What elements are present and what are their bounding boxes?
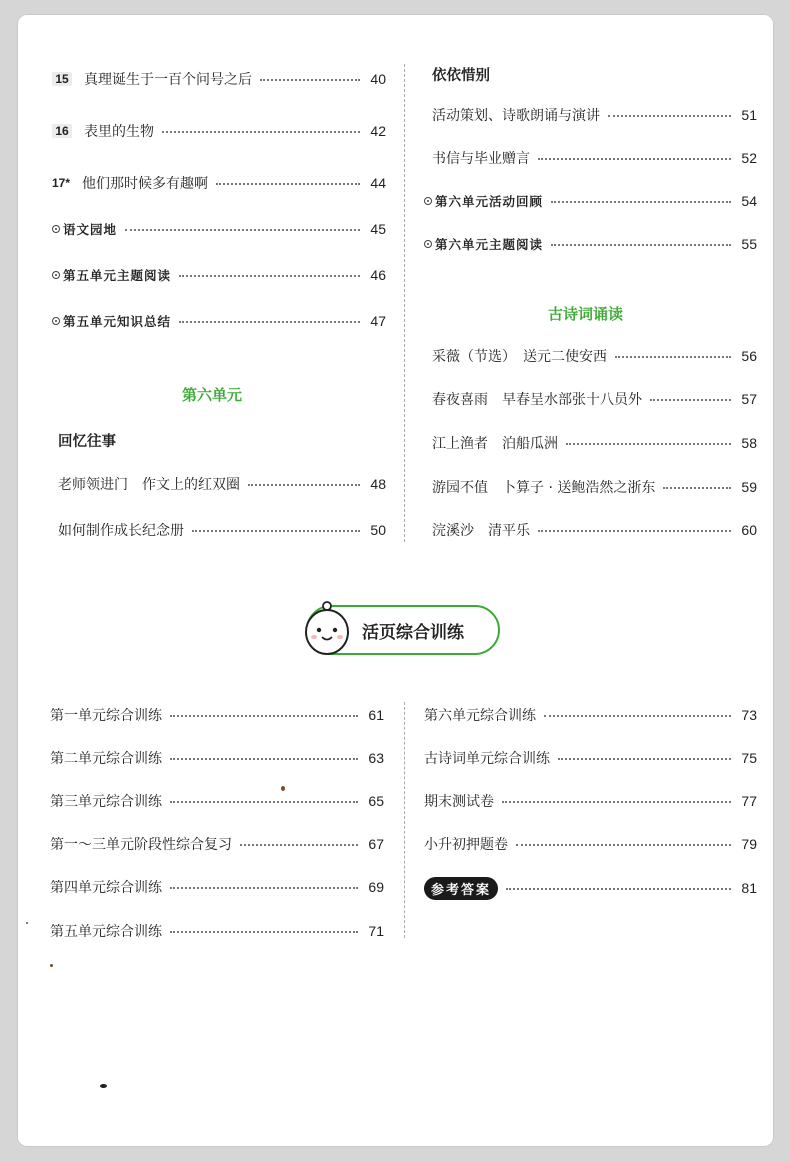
page-number: 40 — [370, 71, 386, 87]
page-number: 46 — [370, 267, 386, 283]
toc-row[interactable] — [50, 746, 384, 770]
page-number: 42 — [370, 123, 386, 139]
unit6-heading: 第六单元 — [182, 386, 243, 404]
page-number: 81 — [741, 880, 757, 896]
toc-title: 第一单元综合训练 — [50, 708, 162, 724]
page-number: 79 — [741, 836, 757, 852]
page-number: 69 — [368, 879, 384, 895]
leader-dots — [538, 530, 731, 532]
leader-dots — [551, 201, 731, 203]
speck — [50, 964, 53, 967]
page-number: 77 — [741, 793, 757, 809]
speck — [281, 786, 285, 791]
toc-title: 表里的生物 — [84, 124, 154, 140]
toc-row[interactable] — [432, 475, 757, 499]
leader-dots — [179, 321, 360, 323]
page-number: 48 — [370, 476, 386, 492]
toc-title: 活动策划、诗歌朗诵与演讲 — [432, 108, 600, 124]
page-number: 71 — [368, 923, 384, 939]
target-bullet-icon — [424, 240, 432, 248]
toc-row[interactable] — [424, 189, 757, 213]
toc-row[interactable] — [50, 875, 384, 899]
page-number: 59 — [741, 479, 757, 495]
toc-title: 采薇（节选） 送元二使安西 — [432, 349, 607, 365]
toc-title: 第六单元活动回顾 — [435, 194, 544, 209]
toc-row[interactable] — [50, 832, 384, 856]
toc-row[interactable] — [50, 789, 384, 813]
column-divider — [404, 64, 405, 542]
page-number: 58 — [741, 435, 757, 451]
leader-dots — [125, 229, 360, 231]
leader-dots — [170, 715, 358, 717]
toc-title: 小升初押题卷 — [424, 837, 508, 853]
toc-row[interactable] — [432, 431, 757, 455]
page-number: 75 — [741, 750, 757, 766]
page-number: 45 — [370, 221, 386, 237]
leader-dots — [516, 844, 731, 846]
toc-row[interactable] — [52, 309, 386, 333]
leader-dots — [650, 399, 731, 401]
page-number: 60 — [741, 522, 757, 538]
lesson-number: 16 — [52, 124, 72, 138]
lesson-number: 15 — [52, 72, 72, 86]
page-number: 57 — [741, 391, 757, 407]
page-number: 65 — [368, 793, 384, 809]
right-subheading: 依依惜别 — [432, 68, 490, 84]
toc-title: 第四单元综合训练 — [50, 880, 162, 896]
toc-title: 第五单元主题阅读 — [63, 268, 172, 283]
toc-row[interactable] — [432, 344, 757, 368]
speck — [26, 922, 28, 924]
toc-title: 他们那时候多有趣啊 — [82, 176, 209, 192]
page-number: 73 — [741, 707, 757, 723]
target-bullet-icon — [424, 197, 432, 205]
toc-row[interactable] — [432, 387, 757, 411]
leader-dots — [162, 131, 360, 133]
toc-row[interactable] — [424, 703, 757, 727]
leader-dots — [551, 244, 731, 246]
toc-title: 书信与毕业赠言 — [432, 151, 530, 167]
toc-row[interactable] — [432, 518, 757, 542]
banner-title: 活页综合训练 — [362, 622, 464, 643]
leader-dots — [170, 758, 358, 760]
toc-title: 浣溪沙 清平乐 — [432, 523, 530, 539]
toc-row[interactable] — [432, 103, 757, 127]
target-bullet-icon — [52, 271, 60, 279]
toc-title: 古诗词单元综合训练 — [424, 751, 550, 767]
toc-row[interactable] — [52, 67, 386, 91]
toc-title: 第三单元综合训练 — [50, 794, 162, 810]
toc-row[interactable] — [50, 703, 384, 727]
target-bullet-icon — [52, 317, 60, 325]
leader-dots — [615, 356, 731, 358]
page-number: 56 — [741, 348, 757, 364]
leader-dots — [216, 183, 360, 185]
toc-row[interactable] — [58, 518, 386, 542]
toc-title: 第一～三单元阶段性综合复习 — [50, 837, 232, 853]
answers-tag: 参考答案 — [424, 877, 498, 900]
toc-title: 春夜喜雨 早春呈水部张十八员外 — [432, 392, 642, 408]
leader-dots — [566, 443, 731, 445]
toc-title: 第六单元主题阅读 — [435, 237, 544, 252]
toc-row[interactable] — [52, 263, 386, 287]
toc-title: 江上渔者 泊船瓜洲 — [432, 436, 558, 452]
leader-dots — [506, 888, 731, 890]
leader-dots — [558, 758, 731, 760]
page-number: 47 — [370, 313, 386, 329]
leader-dots — [170, 931, 358, 933]
toc-row[interactable] — [52, 217, 386, 241]
speck — [100, 1084, 107, 1088]
leader-dots — [260, 79, 360, 81]
leader-dots — [170, 887, 358, 889]
toc-row[interactable] — [432, 146, 757, 170]
toc-row[interactable] — [424, 789, 757, 813]
leader-dots — [248, 484, 360, 486]
toc-row[interactable] — [424, 876, 757, 900]
leader-dots — [544, 715, 731, 717]
toc-title: 期末测试卷 — [424, 794, 494, 810]
toc-title: 真理诞生于一百个问号之后 — [84, 72, 252, 88]
poetry-heading: 古诗词诵读 — [548, 305, 624, 323]
page-number: 61 — [368, 707, 384, 723]
toc-row[interactable] — [424, 746, 757, 770]
unit6-subheading: 回忆往事 — [58, 434, 116, 450]
page-number: 67 — [368, 836, 384, 852]
toc-row[interactable] — [52, 119, 386, 143]
page-number: 50 — [370, 522, 386, 538]
toc-title: 老师领进门 作文上的红双圈 — [58, 477, 240, 493]
toc-title: 第六单元综合训练 — [424, 708, 536, 724]
mascot-icon — [303, 600, 351, 656]
page-number: 55 — [741, 236, 757, 252]
toc-title: 第二单元综合训练 — [50, 751, 162, 767]
toc-row[interactable] — [52, 171, 386, 195]
page-number: 54 — [741, 193, 757, 209]
toc-row[interactable] — [424, 232, 757, 256]
toc-title: 第五单元知识总结 — [63, 314, 172, 329]
leader-dots — [179, 275, 360, 277]
leader-dots — [170, 801, 358, 803]
column-divider — [404, 702, 405, 938]
toc-row[interactable] — [50, 919, 384, 943]
toc-row[interactable] — [58, 472, 386, 496]
leader-dots — [608, 115, 731, 117]
page-number: 52 — [741, 150, 757, 166]
toc-title: 如何制作成长纪念册 — [58, 523, 184, 539]
page-number: 51 — [741, 107, 757, 123]
page-number: 63 — [368, 750, 384, 766]
lesson-number: 17* — [52, 176, 71, 190]
toc-row[interactable] — [424, 832, 757, 856]
leader-dots — [663, 487, 731, 489]
leader-dots — [538, 158, 731, 160]
target-bullet-icon — [52, 225, 60, 233]
leader-dots — [240, 844, 358, 846]
page-number: 44 — [370, 175, 386, 191]
leader-dots — [192, 530, 360, 532]
leader-dots — [502, 801, 731, 803]
toc-title: 语文园地 — [63, 222, 118, 237]
toc-title: 第五单元综合训练 — [50, 924, 162, 940]
toc-title: 游园不值 卜算子 · 送鲍浩然之浙东 — [432, 480, 656, 496]
